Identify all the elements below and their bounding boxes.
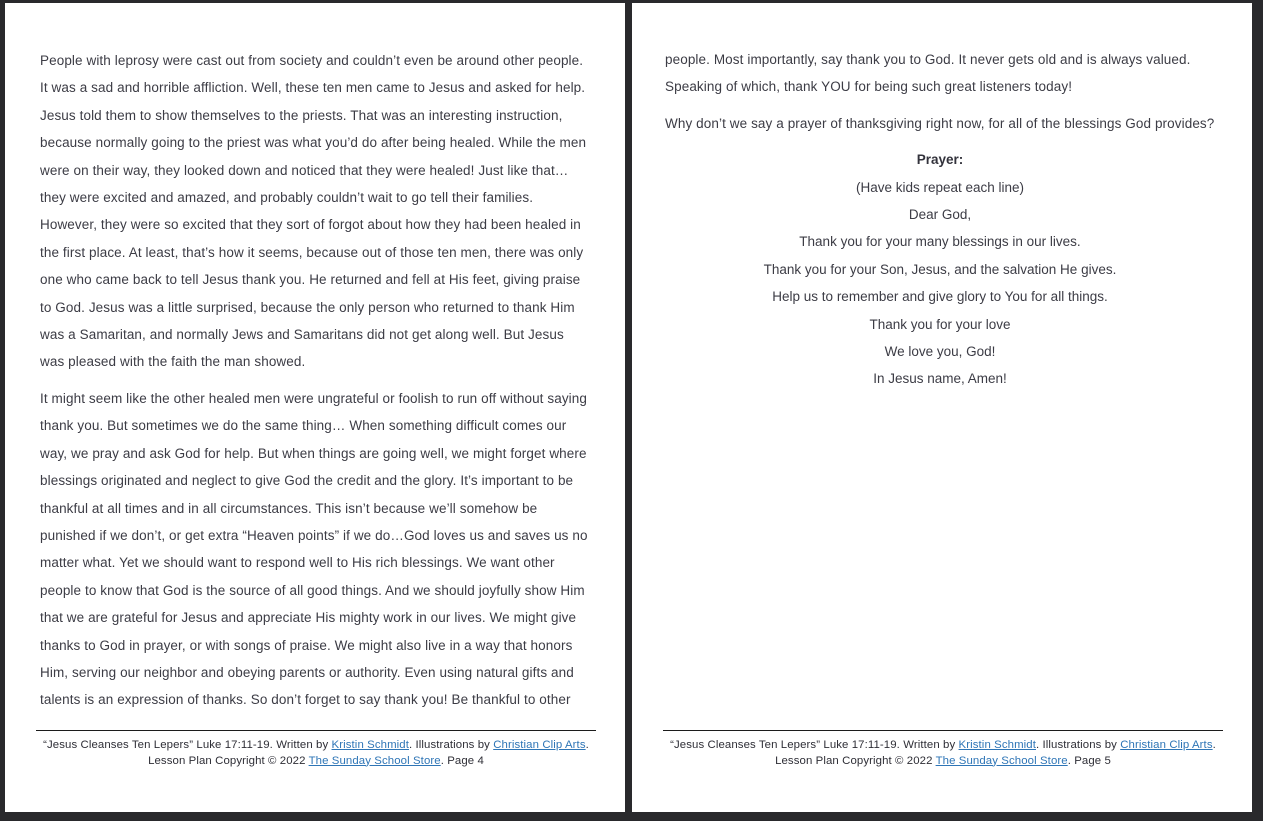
prayer-line: Help us to remember and give glory to You for all things.	[772, 289, 1108, 305]
page-4-footer	[36, 730, 596, 769]
footer-citation-line	[36, 738, 596, 754]
prayer-title: Prayer:	[916, 152, 964, 168]
footer-text-segment: Lesson Plan Copyright © 2022	[148, 754, 309, 767]
footer-copyright-line	[36, 754, 596, 770]
page-5-content	[632, 3, 1252, 393]
document-page-5	[632, 3, 1252, 812]
page-5-footer	[663, 730, 1223, 769]
prayer-line: In Jesus name, Amen!	[873, 371, 1007, 387]
story-paragraph-1: People with leprosy were cast out from society and couldn’t even be around other people. It was a sad and horrible affliction. Well, these ten men came to Jesus and asked for help. Jesus told them to show themselves to the priests. That was an interesting instruction, because normally going to the priest was what you’d do after being healed. While the men were on their way, they looked down and noticed that they were healed! Just like that…they were excited and amazed, and probably couldn’t wait to go tell their families. However, they were so excited that they sort of forgot about how they had been healed in the first place. At least, that’s how it seems, because out of those ten men, there was only one who came back to tell Jesus thank you. He returned and fell at His feet, giving praise to God. Jesus was a little surprised, because the only person who returned to thank Him was a Samaritan, and normally Jews and Samaritans did not get along well. But Jesus was pleased with the faith the man showed.	[40, 53, 587, 370]
prayer-line: Thank you for your many blessings in our lives.	[799, 234, 1081, 250]
footer-text-segment: .	[1212, 739, 1216, 751]
footer-link-sunday-school-store[interactable]: The Sunday School Store	[935, 754, 1068, 767]
footer-text-segment: . Illustrations by	[1036, 739, 1121, 751]
footer-link-kristin-schmidt[interactable]: Kristin Schmidt	[331, 739, 409, 751]
prayer-line: We love you, God!	[884, 344, 996, 360]
footer-citation-line	[663, 738, 1223, 754]
footer-page-number: . Page 4	[440, 754, 484, 767]
footer-text-segment: Lesson Plan Copyright © 2022	[775, 754, 936, 767]
footer-page-number: . Page 5	[1067, 754, 1111, 767]
footer-copyright-line	[663, 754, 1223, 770]
footer-text-segment: “Jesus Cleanses Ten Lepers” Luke 17:11-19. Written by	[670, 739, 959, 751]
story-paragraph-2: It might seem like the other healed men were ungrateful or foolish to run off without saying thank you. But sometimes we do the same thing… When something difficult comes our way, we pray and ask God for help. But when things are going well, we might forget where blessings originated and neglect to give God the credit and the glory. It’s important to be thankful at all times and in all circumstances. This isn’t because we’ll somehow be punished if we don’t, or get extra “Heaven points” if we do…God loves us and saves us no matter what. Yet we should want to respond well to His rich blessings. We want other people to know that God is the source of all good things. And we should joyfully show Him that we are grateful for Jesus and appreciate His mighty work in our lives. We might give thanks to God in prayer, or with songs of praise. We might also live in a way that honors Him, serving our neighbor and obeying parents or authority. Even using natural gifts and talents is an expression of thanks. So don’t forget to say thank you! Be thankful to other	[40, 390, 588, 708]
footer-link-christian-clip-arts[interactable]: Christian Clip Arts	[493, 739, 586, 751]
footer-text-segment: . Illustrations by	[409, 739, 494, 751]
footer-link-christian-clip-arts[interactable]: Christian Clip Arts	[1120, 739, 1213, 751]
footer-text-segment: “Jesus Cleanses Ten Lepers” Luke 17:11-19. Written by	[43, 739, 332, 751]
prayer-line: (Have kids repeat each line)	[855, 179, 1025, 195]
footer-text-segment: .	[585, 739, 589, 751]
footer-link-sunday-school-store[interactable]: The Sunday School Store	[308, 754, 441, 767]
prayer-line: Thank you for your love	[869, 316, 1011, 332]
document-page-4	[5, 3, 625, 812]
story-paragraph-3: people. Most importantly, say thank you to God. It never gets old and is always valued. Speaking of which, thank YOU for being such great listeners today!	[665, 52, 1191, 95]
prayer-line: Dear God,	[908, 207, 972, 223]
page-4-content	[5, 3, 625, 714]
prayer-line: Thank you for your Son, Jesus, and the salvation He gives.	[763, 261, 1117, 277]
footer-link-kristin-schmidt[interactable]: Kristin Schmidt	[958, 739, 1036, 751]
prayer-section	[665, 146, 1215, 393]
prayer-intro-paragraph: Why don’t we say a prayer of thanksgiving right now, for all of the blessings God provides?	[665, 115, 1215, 131]
